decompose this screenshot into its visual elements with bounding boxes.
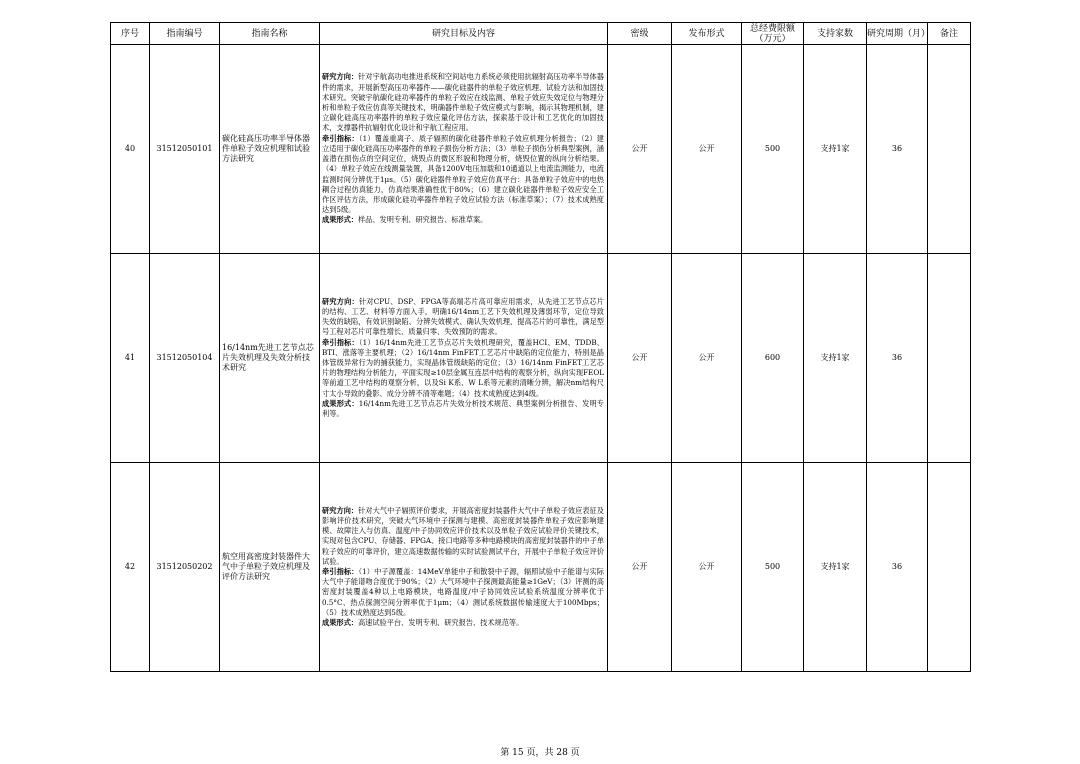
indicator-paragraph: [322, 134, 604, 216]
outcome-paragraph: [322, 215, 604, 225]
table-row: [111, 45, 971, 254]
cell-code: 31512050202: [150, 463, 220, 672]
outcome-text: 16/14nm先进工艺节点芯片失效分析技术规范、典型案例分析报告、发明专利等。: [322, 398, 604, 419]
cell-release: 公开: [672, 463, 742, 672]
cell-budget: 600: [742, 254, 804, 463]
indicator-text: （1）中子源覆盖：14MeV单能中子和散裂中子源，辐照试验中子能谱与实际大气中子能谱吻合度优于90%；（2）大气环境中子探测最高能量≥1GeV；（3）评测的高密度封装覆盖4种以上电路模块，电路温度/中子协同效应试验系统温度分辨率优于0.5°C、热点探测空间分辨率优于1μm；（4）测试系统数据传输速度大于100Mbps；（5）技术成熟度达到5级。: [322, 567, 604, 617]
indicator-paragraph: [322, 567, 604, 618]
cell-serial: 41: [111, 254, 150, 463]
cell-release: 公开: [672, 45, 742, 254]
cell-budget: 500: [742, 45, 804, 254]
cell-guide-name: 16/14nm先进工艺节点芯片失效机理及失效分析技术研究: [220, 254, 320, 463]
header-secrecy: 密级: [608, 23, 672, 45]
cell-period: 36: [867, 463, 928, 672]
indicator-paragraph: [322, 338, 604, 399]
cell-serial: 40: [111, 45, 150, 254]
cell-code: 31512050101: [150, 45, 220, 254]
indicator-text: （1）16/14nm先进工艺节点芯片失效机理研究，覆盖HCI、EM、TDDB、BTI、涨落等主要机理；（2）16/14nm FinFET工艺芯片中缺陷的定位能力，特别是晶体管级异常行为的捕获能力，实现晶体管级缺陷的定位；（3）16/14nm FinFET工艺芯片的物理结构分析能力，平面实现≥10层金属互连层中结构的观察分析，纵向实现FEOL等前道工艺中结构的观察分析，以及Si K系、W L系等元素的清晰分辨，解决nm结构尺寸太小导致的叠影、成分分辨不清等难题；（4）技术成熟度达到4级。: [322, 337, 604, 398]
outcome-paragraph: [322, 618, 604, 628]
direction-text: 针对大气中子辐照评价要求，开展高密度封装器件大气中子单粒子效应表征及影响评价技术研究，突破大气环境中子探测与建模、高密度封装器件单粒子效应影响建模、故障注入与仿真、温度/中子协同效应评价技术以及单粒子效应试验评价关键技术，实现对包含CPU、存储器、FPGA、接口电路等多种电路模块的高密度封装器件的中子单粒子效应的可靠评价，建立高速数据传输的实时试验测试平台，开展中子单粒子效应评价试验。: [322, 505, 604, 566]
outcome-label: 成果形式：: [322, 215, 358, 225]
cell-period: 36: [867, 254, 928, 463]
header-support: 支持家数: [804, 23, 867, 45]
page-footer: 第 15 页，共 28 页: [500, 748, 580, 758]
outcome-text: 高速试验平台、发明专利、研究报告、技术规范等。: [357, 618, 524, 628]
cell-release: 公开: [672, 254, 742, 463]
cell-secrecy: 公开: [608, 254, 672, 463]
header-period: 研究周期（月）: [867, 23, 928, 45]
indicator-label: 牵引指标：: [322, 133, 359, 143]
cell-remark: [928, 254, 971, 463]
direction-paragraph: [322, 297, 604, 338]
cell-guide-name: 碳化硅高压功率半导体器件单粒子效应机理和试验方法研究: [220, 45, 320, 254]
cell-guide-name: 航空用高密度封装器件大气中子单粒子效应机理及评价方法研究: [220, 463, 320, 672]
cell-secrecy: 公开: [608, 463, 672, 672]
cell-serial: 42: [111, 463, 150, 672]
table-row: [111, 463, 971, 672]
direction-text: 针对CPU、DSP、FPGA等高端芯片高可靠应用需求，从先进工艺节点芯片的结构、工艺、材料等方面入手，明确16/14nm工艺下失效机理及薄弱环节，定位导致失效的缺陷，有效识别缺陷、分辨失效模式、确认失效机理，提高芯片的可靠性，满足型号工程对芯片可靠性增长、质量归零、失效预防的需求。: [322, 296, 604, 337]
cell-content: [320, 45, 608, 254]
header-release: 发布形式: [672, 23, 742, 45]
cell-content: [320, 463, 608, 672]
header-name: 指南名称: [220, 23, 320, 45]
direction-label: 研究方向：: [322, 72, 359, 82]
direction-text: 针对宇航高功电推进系统和空间站电力系统必须使用抗辐射高压功率半导体器件的需求，开展新型高压功率器件——碳化硅器件的单粒子效应机理、试验方法和加固技术研究。突破宇航碳化硅功率器件的单粒子效应在线监测、单粒子效应失效定位与物理分析和单粒子效应仿真等关键技术，明确器件单粒子效应模式与影响，揭示其物理机制，建立碳化硅高压功率器件的单粒子效应量化评估方法，探索基于设计和工艺优化的加固技术，支撑器件抗辐射优化设计和宇航工程应用。: [322, 72, 604, 133]
outcome-text: 样品、发明专利、研究报告、标准草案。: [357, 215, 488, 225]
direction-label: 研究方向：: [322, 296, 359, 306]
cell-code: 31512050104: [150, 254, 220, 463]
guide-table: [110, 22, 971, 672]
header-budget: 总经费限额（万元）: [742, 23, 804, 45]
header-serial: 序号: [111, 23, 150, 45]
cell-support: 支持1家: [804, 45, 867, 254]
cell-secrecy: 公开: [608, 45, 672, 254]
direction-paragraph: [322, 506, 604, 567]
outcome-label: 成果形式：: [322, 618, 358, 628]
header-content: 研究目标及内容: [320, 23, 608, 45]
table-row: [111, 254, 971, 463]
cell-period: 36: [867, 45, 928, 254]
cell-remark: [928, 45, 971, 254]
direction-paragraph: [322, 72, 604, 133]
cell-support: 支持1家: [804, 254, 867, 463]
indicator-label: 牵引指标：: [322, 567, 359, 576]
header-code: 指南编号: [150, 23, 220, 45]
indicator-text: （1）覆盖重离子、质子辐照的碳化硅器件单粒子效应机理分析报告；（2）建立适用于碳化硅高压功率器件的单粒子损伤分析方法；（3）单粒子损伤分析典型案例，涵盖潜在损伤点的空间定位，烧毁点的微区形貌和物理分析，烧毁位置的纵向分析结果。（4）单粒子效应在线测量装置，具备1200V电压加载和10通道以上电流监测能力，电流监测时间分辨优于1μs。（5）碳化硅器件单粒子效应仿真平台：具备单粒子效应中的电热耦合过程仿真能力，仿真结果准确性优于80%；（6）建立碳化硅器件单粒子效应安全工作区评估方法，形成碳化硅功率器件单粒子效应试验方法（标准草案）；（7）技术成熟度达到5级。: [322, 133, 604, 215]
indicator-label: 牵引指标：: [322, 337, 359, 347]
cell-budget: 500: [742, 463, 804, 672]
direction-label: 研究方向：: [322, 505, 359, 515]
cell-remark: [928, 463, 971, 672]
cell-support: 支持1家: [804, 463, 867, 672]
header-remark: 备注: [928, 23, 971, 45]
cell-content: [320, 254, 608, 463]
outcome-label: 成果形式：: [322, 398, 359, 408]
table-header-row: [111, 23, 971, 45]
outcome-paragraph: [322, 399, 604, 419]
